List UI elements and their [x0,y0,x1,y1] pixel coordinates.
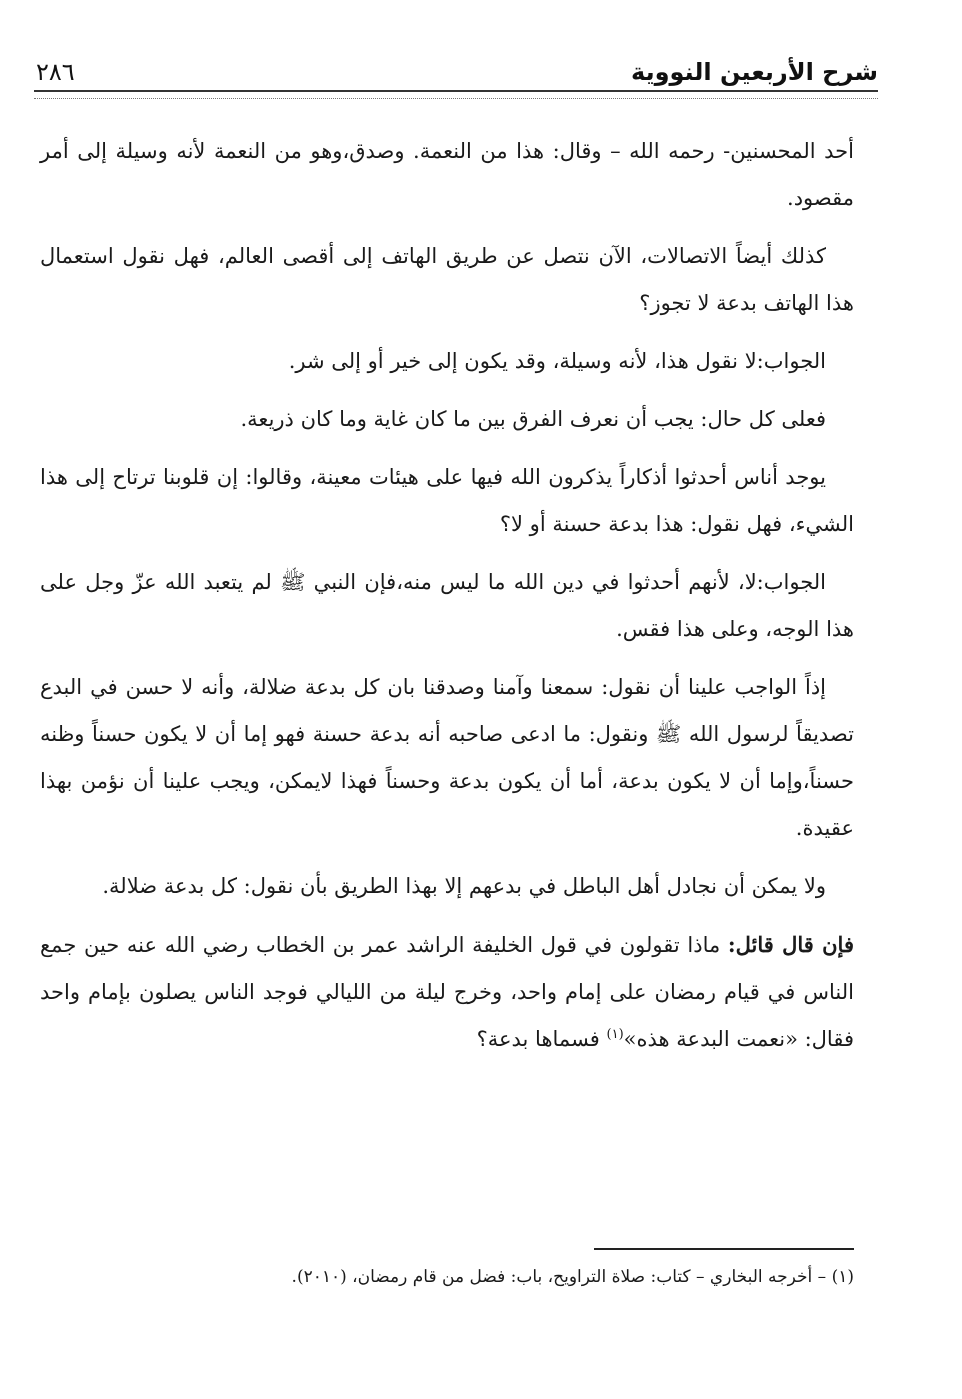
paragraph-2: كذلك أيضاً الاتصالات، الآن نتصل عن طريق الهاتف إلى أقصى العالم، فهل نقول استعمال هذا الهاتف بدعة لا تجوز؟ [40,244,854,315]
paragraph-6: الجواب:لا، لأنهم أحدثوا في دين الله ما ليس منه،فإن النبي ﷺ لم يتعبد الله عزّ وجل على هذا الوجه، وعلى هذا فقس. [40,570,854,641]
body-text [40,128,854,1074]
footnote-divider [594,1248,854,1250]
paragraph-3: الجواب:لا نقول هذا، لأنه وسيلة، وقد يكون إلى خير أو إلى شر. [288,349,826,373]
paragraph-8: ولا يمكن أن نجادل أهل الباطل في بدعهم إلا بهذا الطريق بأن نقول: كل بدعة ضلالة. [102,874,826,898]
paragraph-1: أحد المحسنين- رحمه الله – وقال: هذا من النعمة. وصدق،وهو من النعمة لأنه وسيلة إلى أمر مقصود. [40,139,854,210]
question-text: ماذا تقولون في قول الخليفة الراشد عمر بن الخطاب رضي الله عنه حين جمع الناس في قيام رمضان على إمام واحد، وخرج ليلة من الليالي فوجد الناس يصلون بإمام واحد فقال: «نعمت البدعة هذه» [40,933,854,1051]
paragraph-9 [40,921,854,1063]
footnote: (١) – أخرجه البخاري – كتاب: صلاة التراويح، باب: فضل من قام رمضان، (٢٠١٠). [291,1267,854,1287]
page-number: ٢٨٦ [36,58,75,86]
book-title: شرح الأربعين النووية [631,58,878,86]
paragraph-7: إذاً الواجب علينا أن نقول: سمعنا وآمنا وصدقنا بان كل بدعة ضلالة، وأنه لا حسن في البدع تصديقاً لرسول الله ﷺ ونقول: ما ادعى صاحبه أنه بدعة حسنة فهو إما أن لا يكون حسناً وظنه حسناً،وإما أن لا يكون بدعة، أما أن يكون بدعة وحسناً فهذا لايمكن، ويجب علينا أن نؤمن بهذا عقيدة. [40,675,854,840]
running-header [36,52,878,92]
header-divider [34,90,878,99]
paragraph-5: يوجد أناس أحدثوا أذكاراً يذكرون الله فيها على هيئات معينة، وقالوا: إن قلوبنا ترتاح إلى هذا الشيء، فهل نقول: هذا بدعة حسنة أو لا؟ [40,465,854,536]
footnote-reference[interactable]: (١) [606,1027,624,1042]
question-lead: فإن قال قائل: [727,932,854,957]
paragraph-4: فعلى كل حال: يجب أن نعرف الفرق بين ما كان غاية وما كان ذريعة. [240,407,826,431]
question-tail: فسماها بدعة؟ [476,1027,607,1051]
